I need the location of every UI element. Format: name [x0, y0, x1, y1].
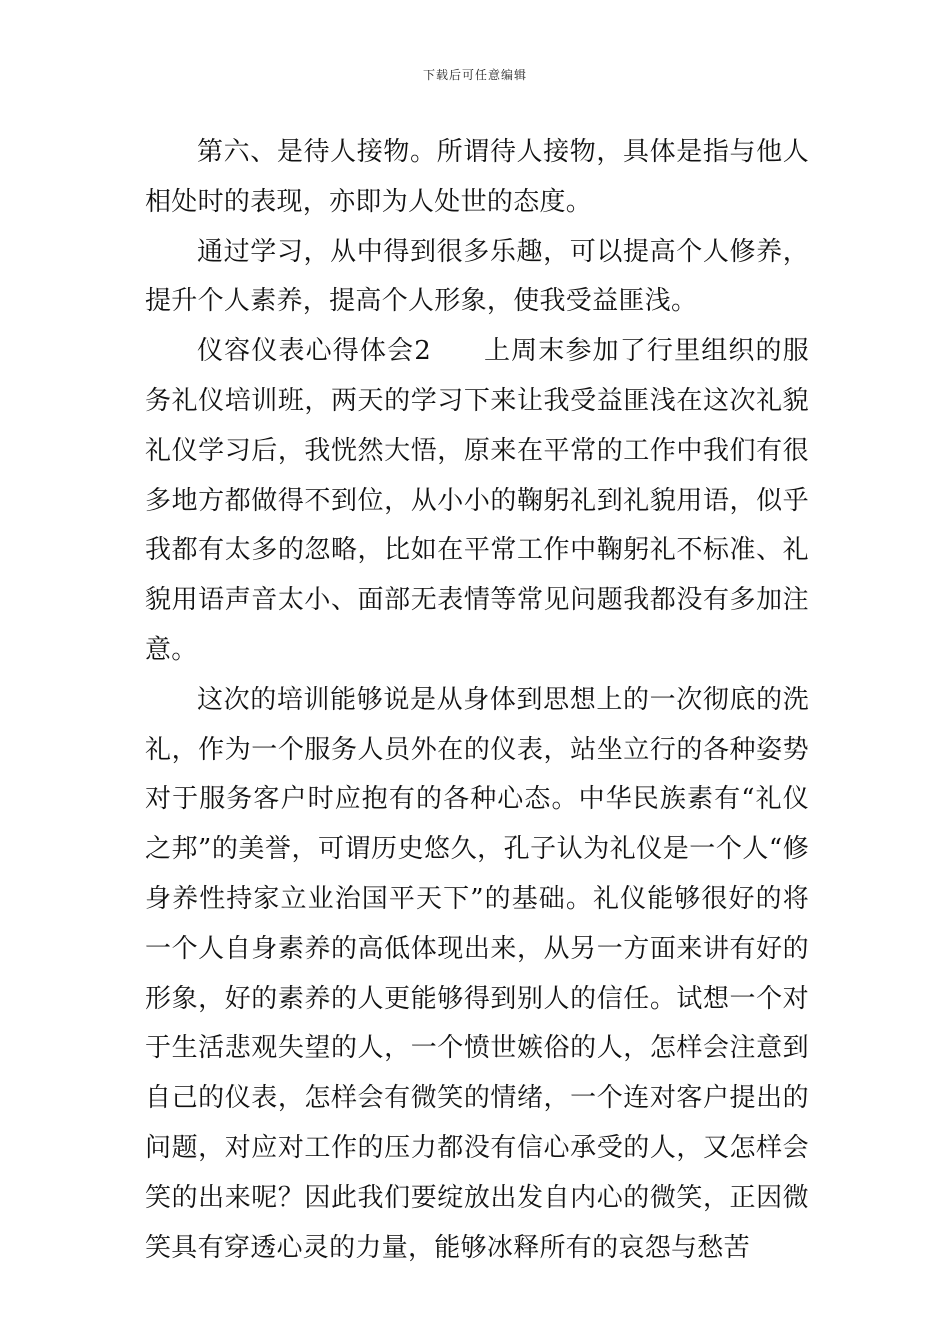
paragraph-learning-benefit: 通过学习，从中得到很多乐趣，可以提高个人修养，提升个人素养，提高个人形象，使我受益匪浅。	[145, 236, 809, 317]
paragraph-section-2	[145, 327, 809, 676]
paragraph-treating-people: 第六、是待人接物。所谓待人接物，具体是指与他人相处时的表现，亦即为人处世的态度。	[145, 137, 809, 217]
page-header: 下载后可任意编辑	[422, 68, 527, 82]
section-title: 仪容仪表心得体会2	[197, 336, 432, 367]
document-body	[145, 128, 809, 1273]
paragraph-training-reflection: 这次的培训能够说是从身体到思想上的一次彻底的洗礼，作为一个服务人员外在的仪表，站坐立行的各种姿势对于服务客户时应抱有的各种心态。中华民族素有“礼仪之邦”的美誉，可谓历史悠久，孔子认为礼仪是一个人“修身养性持家立业治国平天下”的基础。礼仪能够很好的将一个人自身素养的高低体现出来，从另一方面来讲有好的形象，好的素养的人更能够得到别人的信任。试想一个对于生活悲观失望的人，一个愤世嫉俗的人，怎样会注意到自己的仪表，怎样会有微笑的情绪，一个连对客户提出的问题，对应对工作的压力都没有信心承受的人，又怎样会笑的出来呢？因此我们要绽放出发自内心的微笑，正因微笑具有穿透心灵的力量，能够冰释所有的哀怨与愁苦	[145, 684, 809, 1263]
section-text: 上周末参加了行里组织的服务礼仪培训班，两天的学习下来让我受益匪浅在这次礼貌礼仪学习后，我恍然大悟，原来在平常的工作中我们有很多地方都做得不到位，从小小的鞠躬礼到礼貌用语，似乎我都有太多的忽略，比如在平常工作中鞠躬礼不标准、礼貌用语声音太小、面部无表情等常见问题我都没有多加注意。	[145, 336, 809, 665]
